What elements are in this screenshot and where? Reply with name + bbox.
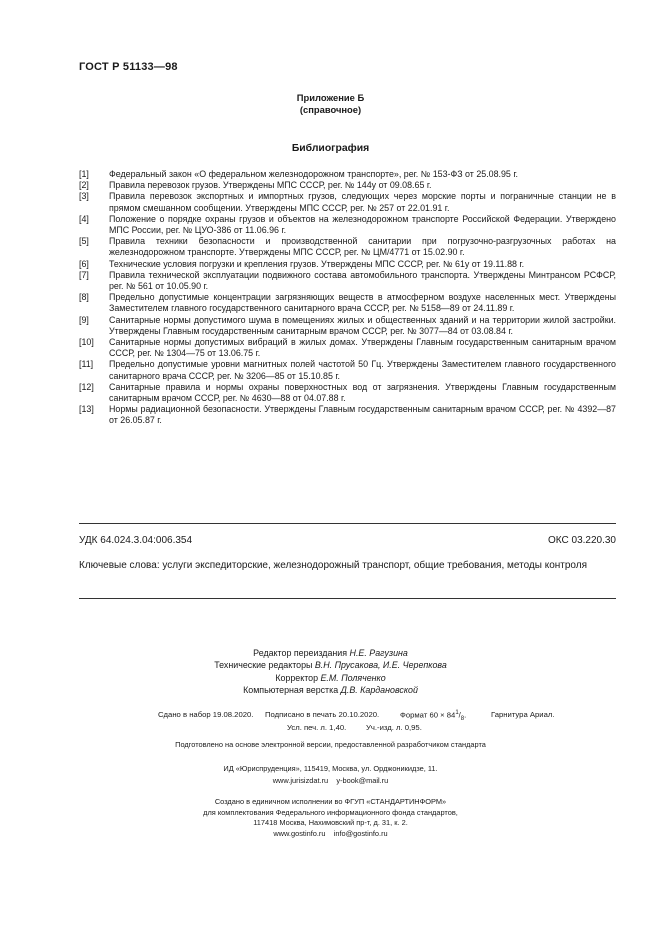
bibliography-item-number: [5] [79, 236, 89, 247]
bibliography-item [79, 404, 616, 426]
bibliography-item-number: [10] [79, 337, 94, 348]
standard-code: ГОСТ Р 51133—98 [79, 61, 178, 73]
bibliography-item-text: Санитарные нормы допустимых вибраций в жилых домах. Утверждены Главным государственным санитарным врачом СССР, рег. № 1304—75 от 13.06.75 г. [109, 337, 616, 359]
bibliography-item [79, 169, 616, 180]
credit-layout: Компьютерная верстка Д.В. Кардановской [243, 684, 418, 695]
bibliography-item-number: [11] [79, 359, 94, 370]
print-signed: Подписано в печать 20.10.2020. [265, 710, 380, 719]
bibliography-item-text: Федеральный закон «О федеральном железнодорожном транспорте», рег. № 153-ФЗ от 25.08.95 г. [109, 169, 518, 179]
credit-editor: Редактор переиздания Н.Е. Рагузина [253, 648, 408, 658]
producer-site-link[interactable]: www.gostinfo.ru [273, 828, 326, 838]
bibliography-item [79, 270, 616, 292]
bibliography-item [79, 214, 616, 236]
bibliography-item-number: [4] [79, 213, 89, 224]
publish-sheets: Уч.-изд. л. 0,95. [366, 723, 422, 732]
bibliography-item-text: Правила технической эксплуатации подвижного состава автомобильного транспорта. Утверждены Минтрансом РСФСР, рег. № 561 от 10.05.90 г. [109, 269, 616, 292]
credits-block [0, 647, 661, 696]
bibliography-item-number: [2] [79, 180, 89, 191]
bibliography-item-number: [12] [79, 381, 94, 392]
bibliography-item-text: Правила перевозок экспортных и импортных грузов, следующих через морские порты и пограничные станции не в прямом смешанном сообщении. Утверждены МПС СССР, рег. № 257 от 22.01.91 г. [109, 191, 616, 213]
bibliography-item-text: Санитарные нормы допустимого шума в помещениях жилых и общественных зданий и на территории жилой застройки. Утверждены Главным государственным санитарным врачом СССР, рег. № 3077—84 от 03.08.84 г. [109, 314, 616, 336]
prepared-note: Подготовлено на основе электронной версии, предоставленной разработчиком стандарта [175, 740, 486, 749]
print-submitted: Сдано в набор 19.08.2020. [158, 710, 254, 719]
bibliography-item [79, 315, 616, 337]
bibliography-item [79, 236, 616, 258]
bibliography-item-text: Нормы радиационной безопасности. Утверждены Главным государственным санитарным врачом СССР, рег. № 4392—87 от 26.05.87 г. [109, 404, 616, 426]
bibliography-item-number: [8] [79, 292, 89, 303]
keywords: Ключевые слова: услуги экспедиторские, железнодорожный транспорт, общие требования, методы контроля [79, 560, 588, 571]
bibliography-item [79, 382, 616, 404]
oks-code: ОКС 03.220.30 [548, 535, 616, 546]
bibliography-item [79, 292, 616, 314]
bibliography-item-number: [3] [79, 191, 89, 202]
bibliography-item-number: [13] [79, 404, 94, 415]
publisher-block [0, 763, 661, 787]
print-format: Формат $60 \times 84^1/_8$. [400, 710, 467, 723]
bibliography-item-text: Технические условия погрузки и крепления грузов. Утверждены МПС СССР, рег. № 61у от 19.11.88 г. [109, 258, 525, 269]
bibliography-item-number: [7] [79, 269, 89, 280]
producer-contacts [0, 829, 661, 840]
bibliography-item [79, 337, 616, 359]
producer-line-2: для комплектования Федерального информационного фонда стандартов, [203, 807, 458, 817]
print-sheets: Усл. печ. л. 1,40. [287, 723, 347, 732]
divider-bottom [79, 598, 616, 599]
bibliography-item [79, 359, 616, 381]
bibliography-item [79, 259, 616, 270]
bibliography-item [79, 180, 616, 191]
publisher-contacts [0, 775, 661, 787]
producer-email-link[interactable]: info@gostinfo.ru [333, 828, 388, 838]
divider-top [79, 523, 616, 524]
bibliography-item-text: Правила перевозок грузов. Утверждены МПС СССР, рег. № 144у от 09.08.65 г. [109, 180, 432, 191]
bibliography-item-text: Положение о порядке охраны грузов и объектов на железнодорожном транспорте Российской Федерации. Утверждено МПС России, рег. № ЦУО-386 от 11.06.96 г. [109, 213, 616, 236]
credit-tech-editors: Технические редакторы В.Н. Прусакова, И.Е. Черепкова [214, 660, 447, 671]
bibliography-item-number: [9] [79, 314, 89, 325]
bibliography-item-number: [6] [79, 258, 89, 269]
bibliography-list [79, 169, 616, 427]
bibliography-item-text: Правила техники безопасности и производственной санитарии при погрузочно-разгрузочных работах на железнодорожном транспорте. Утверждены МПС СССР, рег. № ЦМ/4771 от 15.02.90 г. [109, 236, 616, 258]
bibliography-item-text: Предельно допустимые концентрации загрязняющих веществ в атмосферном воздухе населенных мест. Утверждены Заместителем главного государственного санитарного врача СССР, рег. № 5158—89 от 24.11.89 г. [109, 292, 616, 314]
appendix-title: Приложение Б [296, 92, 365, 103]
producer-line-3: 117418 Москва, Нахимовский пр-т, д. 31, к. 2. [253, 818, 408, 828]
publisher-address: ИД «Юриспруденция», 115419, Москва, ул. Орджоникидзе, 11. [223, 764, 438, 773]
producer-block [0, 797, 661, 839]
bibliography-title: Библиография [291, 143, 370, 154]
print-typeface: Гарнитура Ариал. [491, 710, 555, 719]
producer-line-1: Создано в единичном исполнении во ФГУП «СТАНДАРТИНФОРМ» [214, 797, 447, 806]
udk-code: УДК 64.024.3.04:006.354 [79, 535, 193, 546]
publisher-email-link[interactable]: y-book@mail.ru [336, 776, 389, 785]
bibliography-item-number: [1] [79, 169, 89, 179]
bibliography-item [79, 191, 616, 213]
appendix-subtitle: (справочное) [299, 104, 362, 115]
bibliography-item-text: Санитарные правила и нормы охраны поверхностных вод от загрязнения. Утверждены Главным государственным санитарным врачом СССР, рег. № 4630—88 от 04.07.88 г. [109, 381, 616, 404]
credit-corrector: Корректор Е.М. Поляченко [275, 672, 386, 683]
bibliography-item-text: Предельно допустимые уровни магнитных полей частотой 50 Гц. Утверждены Заместителем главного государственного санитарного врача СССР, рег. № 3206—85 от 15.10.85 г. [109, 359, 616, 381]
publisher-site-link[interactable]: www.jurisizdat.ru [272, 776, 329, 785]
